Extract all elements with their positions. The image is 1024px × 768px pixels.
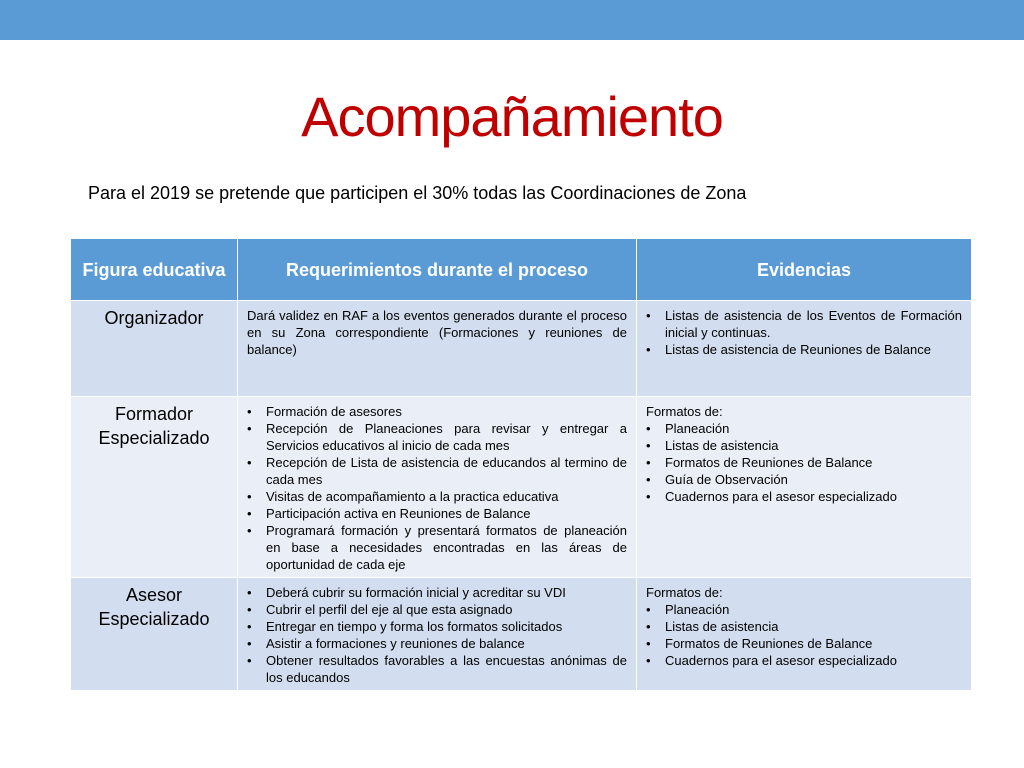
requerimientos-list	[247, 584, 627, 686]
list-item: • Recepción de Planeaciones para revisar y entregar a Servicios educativos al inicio de cada mes	[247, 420, 627, 454]
list-item: • Formatos de Reuniones de Balance	[646, 635, 962, 652]
list-item: • Cubrir el perfil del eje al que esta asignado	[247, 601, 627, 618]
list-item: • Cuadernos para el asesor especializado	[646, 652, 962, 669]
evidencias-intro: Formatos de:	[646, 404, 723, 419]
figura-cell: Formador Especializado	[71, 397, 238, 578]
top-accent-bar	[0, 0, 1024, 40]
slide-subtitle: Para el 2019 se pretende que participen el 30% todas las Coordinaciones de Zona	[88, 183, 747, 203]
header-requerimientos: Requerimientos durante el proceso	[238, 239, 637, 301]
evidencias-list	[646, 420, 962, 505]
slide-title: Acompañamiento	[301, 85, 723, 148]
list-item: • Participación activa en Reuniones de Balance	[247, 505, 627, 522]
list-item: • Listas de asistencia	[646, 618, 962, 635]
table-header-row	[71, 239, 972, 301]
list-item: • Programará formación y presentará formatos de planeación en base a necesidades encontradas en las áreas de oportunidad de cada eje	[247, 522, 627, 573]
evidencias-intro: Formatos de:	[646, 585, 723, 600]
list-item: • Asistir a formaciones y reuniones de balance	[247, 635, 627, 652]
header-evidencias: Evidencias	[637, 239, 972, 301]
requirements-table	[70, 238, 972, 691]
list-item: • Planeación	[646, 601, 962, 618]
evidencias-cell	[637, 578, 972, 691]
list-item: • Listas de asistencia de los Eventos de Formación inicial y continuas.	[646, 307, 962, 341]
requerimientos-text: Dará validez en RAF a los eventos generados durante el proceso en su Zona correspondiente (Formaciones y reuniones de balance)	[247, 308, 627, 357]
table-row	[71, 397, 972, 578]
evidencias-list	[646, 307, 962, 358]
list-item: • Visitas de acompañamiento a la practica educativa	[247, 488, 627, 505]
list-item: • Formación de asesores	[247, 403, 627, 420]
evidencias-cell	[637, 397, 972, 578]
list-item: • Cuadernos para el asesor especializado	[646, 488, 962, 505]
table-row	[71, 578, 972, 691]
list-item: • Listas de asistencia de Reuniones de Balance	[646, 341, 962, 358]
requerimientos-cell	[238, 397, 637, 578]
list-item: • Formatos de Reuniones de Balance	[646, 454, 962, 471]
requerimientos-cell	[238, 301, 637, 397]
evidencias-cell	[637, 301, 972, 397]
requerimientos-cell	[238, 578, 637, 691]
list-item: • Guía de Observación	[646, 471, 962, 488]
list-item: • Entregar en tiempo y forma los formatos solicitados	[247, 618, 627, 635]
list-item: • Planeación	[646, 420, 962, 437]
table-row	[71, 301, 972, 397]
evidencias-list	[646, 601, 962, 669]
figura-cell: Organizador	[71, 301, 238, 397]
list-item: • Obtener resultados favorables a las encuestas anónimas de los educandos	[247, 652, 627, 686]
figura-cell: Asesor Especializado	[71, 578, 238, 691]
list-item: • Deberá cubrir su formación inicial y acreditar su VDI	[247, 584, 627, 601]
list-item: • Recepción de Lista de asistencia de educandos al termino de cada mes	[247, 454, 627, 488]
list-item: • Listas de asistencia	[646, 437, 962, 454]
header-figura-educativa: Figura educativa	[71, 239, 238, 301]
requerimientos-list	[247, 403, 627, 573]
